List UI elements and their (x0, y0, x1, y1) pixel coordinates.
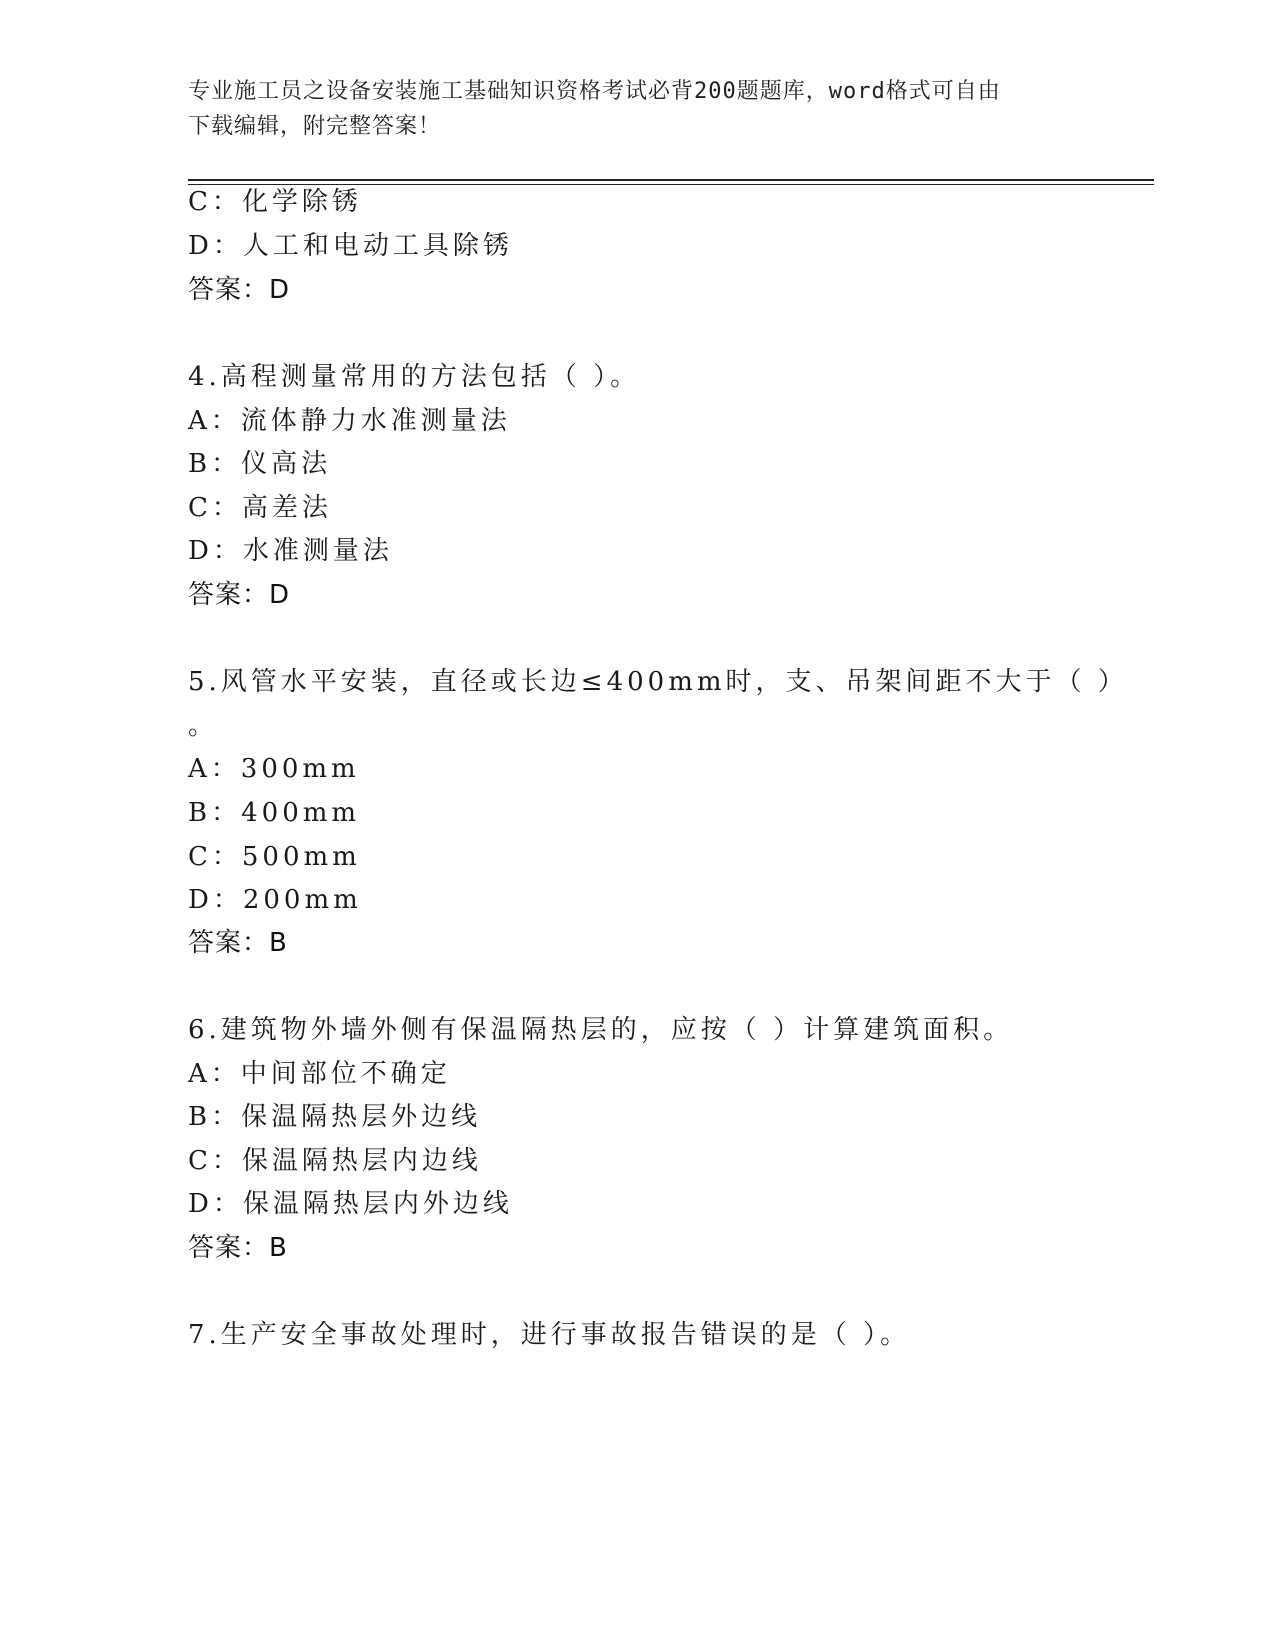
q5-option-d: D：200mm (188, 885, 362, 915)
q6-option-c: C：保温隔热层内边线 (188, 1146, 482, 1176)
q5-option-a: A：300mm (188, 754, 360, 784)
document-header (188, 74, 1088, 144)
q4-option-d: D：水准测量法 (188, 536, 393, 566)
q4-answer: 答案：D (188, 580, 291, 610)
q3-option-c: C：化学除锈 (188, 187, 362, 217)
q6-answer: 答案：B (188, 1233, 288, 1263)
header-title-line-1: 专业施工员之设备安装施工基础知识资格考试必背200题题库，word格式可自由 (188, 79, 1001, 104)
header-divider-thick (188, 179, 1154, 181)
q5-option-b: B：400mm (188, 798, 361, 828)
q6-option-a: A：中间部位不确定 (188, 1059, 451, 1089)
q3-answer: 答案：D (188, 275, 291, 305)
q3-option-d: D：人工和电动工具除锈 (188, 231, 513, 261)
q6-option-d: D：保温隔热层内外边线 (188, 1189, 513, 1219)
q4-stem: 4.高程测量常用的方法包括（ ）。 (188, 362, 641, 392)
q4-option-a: A：流体静力水准测量法 (188, 406, 511, 436)
header-title-line-2: 下载编辑，附完整答案！ (188, 114, 442, 139)
q4-option-c: C：高差法 (188, 493, 332, 523)
q6-option-b: B：保温隔热层外边线 (188, 1102, 482, 1132)
q7-stem: 7.生产安全事故处理时，进行事故报告错误的是（ ）。 (188, 1320, 911, 1350)
q4-option-b: B：仪高法 (188, 449, 332, 479)
q6-stem: 6.建筑物外墙外侧有保温隔热层的，应按（ ）计算建筑面积。 (188, 1015, 1014, 1045)
q5-stem-line-2: 。 (188, 711, 219, 741)
q5-option-c: C：500mm (188, 842, 361, 872)
q5-answer: 答案：B (188, 928, 288, 958)
q5-stem-line-1: 5.风管水平安装，直径或长边≤400mm时，支、吊架间距不大于（ ） (188, 667, 1128, 697)
